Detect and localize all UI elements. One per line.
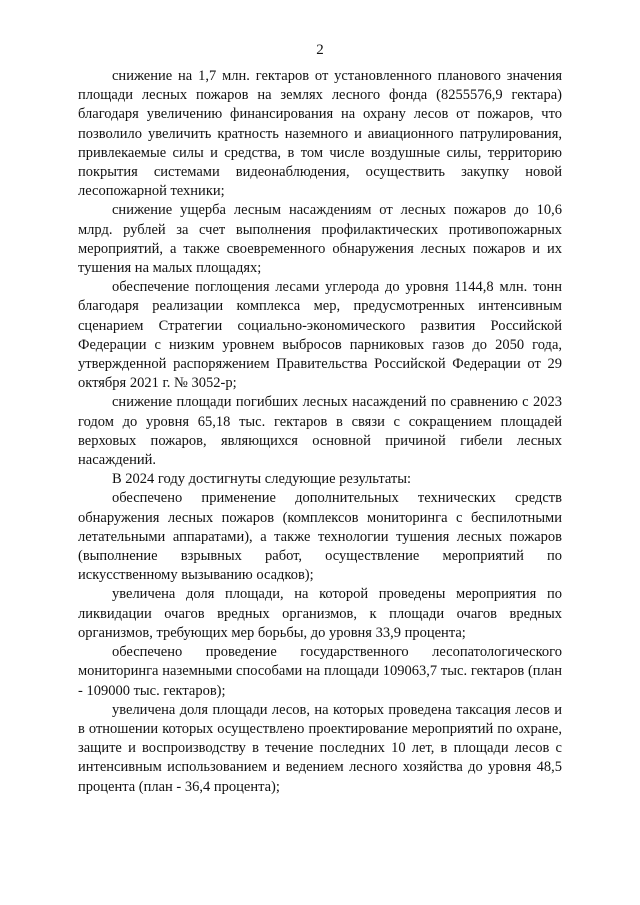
paragraph-fire-damage-reduction: снижение ущерба лесным насаждениям от лесных пожаров до 10,6 млрд. рублей за счет выполнения профилактических противопожарных мероприятий, а также своевременного обнаружения лесных пожаров и их тушения на малых площадях; [78, 202, 562, 277]
paragraph-forest-pathology-monitoring: обеспечено проведение государственного лесопатологического мониторинга наземными способами на площади 109063,7 тыс. гектаров (план - 109000 тыс. гектаров); [78, 644, 562, 699]
paragraph-fire-detection-means: обеспечено применение дополнительных технических средств обнаружения лесных пожаров (комплексов мониторинга с беспилотными летательными аппаратами), а также технологии тушения лесных пожаров (выполнение взрывных работ, осуществление мероприятий по искусственному вызыванию осадков); [78, 490, 562, 584]
page-number: 2 [316, 42, 324, 58]
paragraph-forest-fire-area-reduction: снижение на 1,7 млн. гектаров от установленного планового значения площади лесных пожаров на землях лесного фонда (8255576,9 гектара) благодаря увеличению финансирования на охрану лесов от пожаров, что позволило увеличить кратность наземного и авиационного патрулирования, привлекаемые силы и средства, в том числе воздушные силы, территорию покрытия системами видеонаблюдения, осуществить закупку новой лесопожарной техники; [78, 68, 562, 200]
paragraph-forest-inventory-share: увеличена доля площади лесов, на которых проведена таксация лесов и в отношении которых осуществлено проектирование мероприятий по охране, защите и воспроизводству в течение последних 10 лет, в площади лесов с интенсивным использованием и ведением лесного хозяйства до уровня 48,5 процента (план - 36,4 процента); [78, 701, 562, 795]
paragraph-dead-forest-reduction: снижение площади погибших лесных насаждений по сравнению с 2023 годом до уровня 65,18 тыс. гектаров в связи с сокращением площадей верховых пожаров, являющихся основной причиной гибели лесных насаждений. [78, 394, 562, 469]
body-text [78, 67, 562, 797]
paragraph-carbon-absorption: обеспечение поглощения лесами углерода до уровня 1144,8 млн. тонн благодаря реализации комплекса мер, предусмотренных интенсивным сценарием Стратегии социально-экономического развития Российской Федерации с низким уровнем выбросов парниковых газов до 2050 года, утвержденной распоряжением Правительства Российской Федерации от 29 октября 2021 г. № 3052-р; [78, 279, 562, 392]
paragraph-pest-control-share: увеличена доля площади, на которой проведены мероприятия по ликвидации очагов вредных организмов, к площади очагов вредных организмов, требующих мер борьбы, до уровня 33,9 процента; [78, 586, 562, 641]
paragraph-results-2024-heading: В 2024 году достигнуты следующие результаты: [112, 471, 412, 488]
